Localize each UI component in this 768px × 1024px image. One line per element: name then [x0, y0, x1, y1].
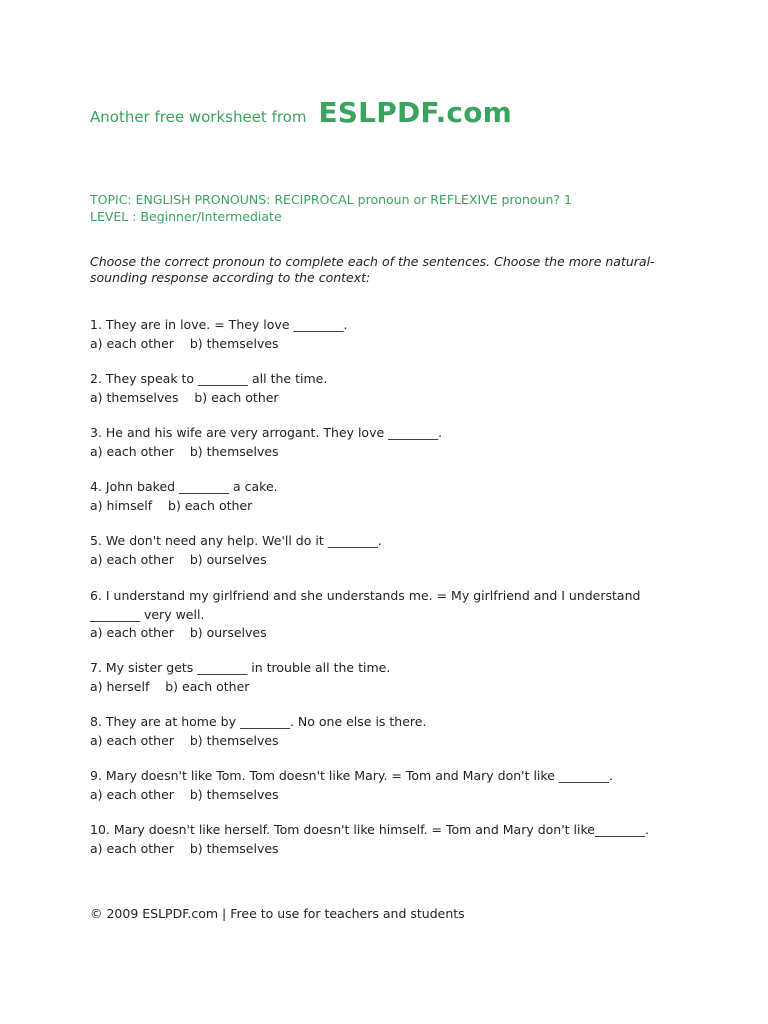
question-8: [90, 713, 690, 750]
brand-logo: ESLPDF.com: [318, 96, 513, 129]
footer-copyright: © 2009 ESLPDF.com | Free to use for teachers and students: [90, 906, 465, 921]
question-6: [90, 587, 690, 643]
question-text: 6. I understand my girlfriend and she understands me. = My girlfriend and I understand ________ very well.: [90, 588, 641, 622]
question-options: a) each other b) themselves: [90, 335, 279, 351]
question-7: [90, 659, 690, 696]
question-2: [90, 370, 690, 407]
question-options: a) each other b) ourselves: [90, 625, 267, 640]
question-10: [90, 821, 690, 858]
question-text: 3. He and his wife are very arrogant. They love ________.: [90, 425, 443, 440]
question-text: 8. They are at home by ________. No one else is there.: [90, 714, 427, 729]
question-1: [90, 316, 690, 353]
question-9: [90, 767, 690, 804]
question-options: a) each other b) themselves: [90, 732, 279, 748]
question-options: a) himself b) each other: [90, 497, 253, 513]
question-3: [90, 424, 690, 461]
question-options: a) each other b) themselves: [90, 840, 279, 856]
worksheet-header: [90, 96, 512, 129]
header-text: Another free worksheet from: [90, 108, 307, 126]
question-text: 10. Mary doesn't like herself. Tom doesn't like himself. = Tom and Mary don't like________.: [90, 822, 649, 837]
topic-line: TOPIC: ENGLISH PRONOUNS: RECIPROCAL pronoun or REFLEXIVE pronoun? 1: [90, 192, 572, 207]
instructions: Choose the correct pronoun to complete each of the sentences. Choose the more natural-sounding response according to the context:: [90, 254, 655, 285]
question-text: 5. We don't need any help. We'll do it ________.: [90, 533, 382, 548]
question-options: a) each other b) themselves: [90, 443, 279, 459]
question-options: a) herself b) each other: [90, 678, 250, 694]
question-options: a) each other b) themselves: [90, 786, 279, 802]
question-text: 7. My sister gets ________ in trouble all the time.: [90, 660, 391, 675]
question-4: [90, 478, 690, 515]
level-line: LEVEL : Beginner/Intermediate: [90, 209, 282, 224]
topic-block: [90, 191, 572, 225]
question-options: a) themselves b) each other: [90, 389, 279, 405]
question-options: a) each other b) ourselves: [90, 551, 267, 567]
question-text: 9. Mary doesn't like Tom. Tom doesn't like Mary. = Tom and Mary don't like ________.: [90, 768, 613, 783]
question-text: 2. They speak to ________ all the time.: [90, 371, 328, 386]
question-text: 1. They are in love. = They love ________.: [90, 317, 348, 332]
question-text: 4. John baked ________ a cake.: [90, 479, 278, 494]
question-5: [90, 532, 690, 569]
